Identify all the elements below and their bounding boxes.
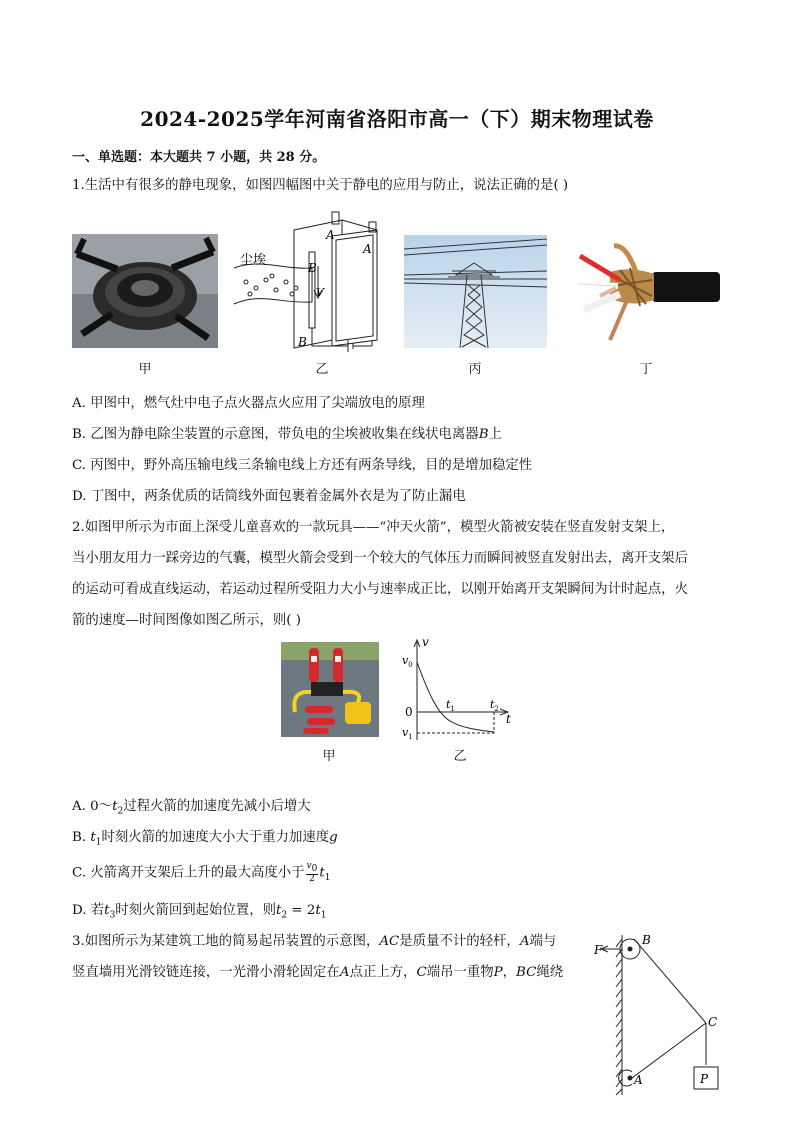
graph-t2: $t_2$ (490, 698, 499, 713)
q1-option-a: A. 甲图中，燃气灶中电子点火器点火应用了尖端放电的原理 (72, 396, 425, 411)
q3-stem-line-2: 竖直墙用光滑铰链连接，一光滑小滑轮固定在A点正上方，C端吊一重物P，BC绳绕 (72, 965, 564, 980)
label-v: V (316, 286, 324, 299)
graph-axis-v: v (422, 636, 429, 649)
q1-option-c: C. 丙图中，野外高压输电线三条输电线上方还有两条导线，目的是增加稳定性 (72, 458, 533, 473)
label-b-1: B (308, 261, 317, 275)
graph-t1: $t_1$ (446, 698, 455, 713)
label-b-2: B (298, 335, 307, 349)
graph-origin: 0 (405, 705, 413, 719)
gas-stove-photo (72, 234, 218, 348)
q3-stem-line-1: 3.如图所示为某建筑工地的简易起吊装置的示意图，AC是质量不计的轻杆，A端与 (72, 934, 557, 949)
label-dust: 尘埃 (240, 253, 267, 268)
q2-option-b: B. $t_1$时刻火箭的加速度大小大于重力加速度g (72, 830, 338, 848)
velocity-time-graph (398, 636, 518, 746)
figure-caption-yi: 乙 (315, 362, 329, 377)
label-f: F (594, 943, 603, 957)
figure-caption-yi-2: 乙 (453, 749, 467, 764)
rocket-toy-photo (281, 642, 379, 737)
q2-stem-line-1: 2.如图甲所示为市面上深受儿童喜欢的一款玩具——“冲天火箭”，模型火箭被安装在竖直发射支架上， (72, 520, 675, 535)
q1-option-b: B. 乙图为静电除尘装置的示意图，带负电的尘埃被收集在线状电离器B上 (72, 427, 502, 442)
question-1-stem: 1.生活中有很多的静电现象，如图四幅图中关于静电的应用与防止，说法正确的是( ) (72, 178, 569, 193)
figure-caption-jia-2: 甲 (322, 749, 336, 764)
power-tower-photo (404, 235, 547, 348)
label-a-2: A (363, 242, 372, 256)
figure-caption-jia: 甲 (138, 362, 152, 377)
q2-option-a: A. $0\sim t_2$过程火箭的加速度先减小后增大 (72, 799, 311, 817)
label-b: B (642, 933, 651, 947)
graph-v1: $v_1$ (402, 726, 413, 741)
q2-option-d: D. 若$t_3$时刻火箭回到起始位置，则$t_2 = 2t_1$ (72, 903, 327, 921)
figure-caption-ding: 丁 (639, 362, 653, 377)
label-p: P (700, 1072, 709, 1086)
label-a-1: A (326, 228, 335, 242)
q2-stem-line-4: 箭的速度—时间图像如图乙所示，则( ) (72, 613, 301, 628)
page-title: 2024-2025学年河南省洛阳市高一（下）期末物理试卷 (140, 107, 654, 131)
q2-stem-line-2: 当小朋友用力一踩旁边的气囊，模型火箭会受到一个较大的气体压力而瞬间被竖直发射出去，离开支架后 (72, 551, 688, 566)
section-heading: 一、单选题：本大题共 7 小题，共 28 分。 (72, 150, 326, 165)
label-c: C (708, 1015, 718, 1029)
figure-caption-bing: 丙 (468, 362, 482, 377)
q1-option-d: D. 丁图中，两条优质的话筒线外面包裹着金属外衣是为了防止漏电 (72, 489, 466, 504)
label-a: A (634, 1073, 643, 1087)
graph-v0: $v_0$ (402, 654, 413, 669)
crane-diagram (588, 925, 738, 1101)
precipitator-diagram (232, 208, 392, 358)
shielded-cable-photo (570, 236, 720, 346)
graph-axis-t: t (506, 712, 511, 726)
q2-stem-line-3: 的运动可看成直线运动，若运动过程所受阻力大小与速率成正比，以刚开始离开支架瞬间为计时起点，火 (72, 582, 688, 597)
q2-option-c: C. 火箭离开支架后上升的最大高度小于 $\frac{v_0}{2}$ $t_1$ (72, 861, 331, 884)
